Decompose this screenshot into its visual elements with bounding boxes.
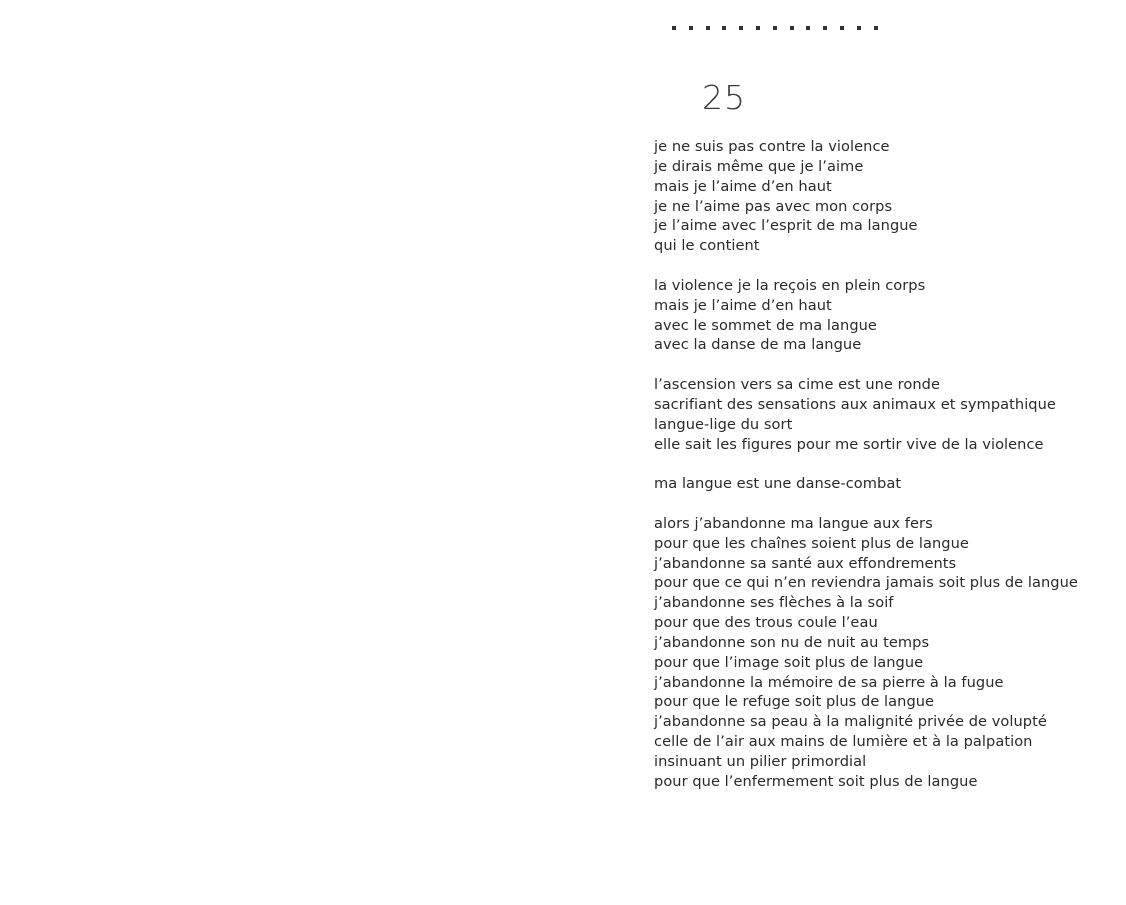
dot-ornament (806, 26, 810, 30)
poem-line: avec le sommet de ma langue (654, 316, 877, 334)
page-number: 25 (702, 78, 746, 117)
poem-line: alors j’abandonne ma langue aux fers (654, 514, 933, 532)
poem-line: pour que l’image soit plus de langue (654, 653, 924, 671)
poem-line: elle sait les figures pour me sortir vive de la violence (654, 435, 1044, 453)
poem-stanza (654, 474, 1124, 494)
dot-ornament (706, 26, 710, 30)
poem-line: ma langue est une danse-combat (654, 475, 902, 493)
poem-line: je l’aime avec l’esprit de ma langue (654, 217, 918, 235)
dot-ornament (840, 26, 844, 30)
poem-line: langue-lige du sort (654, 415, 793, 433)
poem-line: la violence je la reçois en plein corps (654, 276, 926, 294)
poem-stanza (654, 276, 1124, 355)
poem-line: avec la danse de ma langue (654, 336, 862, 354)
poem-line: j’abandonne son nu de nuit au temps (654, 633, 930, 651)
poem-stanza (654, 375, 1124, 454)
dot-ornament (823, 26, 827, 30)
poem-line: pour que ce qui n’en reviendra jamais soit plus de langue (654, 574, 1078, 592)
poem-line: celle de l’air aux mains de lumière et à la palpation (654, 733, 1033, 751)
poem-line: pour que l’enfermement soit plus de langue (654, 772, 978, 790)
poem-line: j’abandonne sa santé aux effondrements (654, 554, 957, 572)
poem-line: pour que les chaînes soient plus de langue (654, 534, 969, 552)
dot-ornament (722, 26, 726, 30)
poem-line: mais je l’aime d’en haut (654, 177, 832, 195)
poem-line: je dirais même que je l’aime (654, 157, 864, 175)
poem-line: insinuant un pilier primordial (654, 752, 867, 770)
poem-body (654, 137, 1124, 811)
poem-line: j’abandonne sa peau à la malignité privée de volupté (654, 713, 1047, 731)
decorative-dot-row (672, 26, 878, 30)
dot-ornament (857, 26, 861, 30)
poem-line: mais je l’aime d’en haut (654, 296, 832, 314)
poem-line: je ne suis pas contre la violence (654, 138, 890, 155)
right-page (563, 0, 1126, 905)
poem-line: sacrifiant des sensations aux animaux et sympathique (654, 395, 1056, 413)
poem-line: pour que des trous coule l’eau (654, 614, 878, 632)
poem-line: j’abandonne ses flèches à la soif (654, 594, 894, 612)
poem-line: pour que le refuge soit plus de langue (654, 693, 935, 711)
poem-stanza (654, 514, 1124, 792)
dot-ornament (739, 26, 743, 30)
poem-line: l’ascension vers sa cime est une ronde (654, 376, 940, 394)
poem-line: j’abandonne la mémoire de sa pierre à la fugue (654, 673, 1004, 691)
dot-ornament (874, 26, 878, 30)
dot-ornament (756, 26, 760, 30)
poem-stanza (654, 137, 1124, 256)
dot-ornament (672, 26, 676, 30)
poem-line: je ne l’aime pas avec mon corps (654, 197, 893, 215)
dot-ornament (773, 26, 777, 30)
dot-ornament (790, 26, 794, 30)
poem-line: qui le contient (654, 237, 760, 255)
dot-ornament (689, 26, 693, 30)
